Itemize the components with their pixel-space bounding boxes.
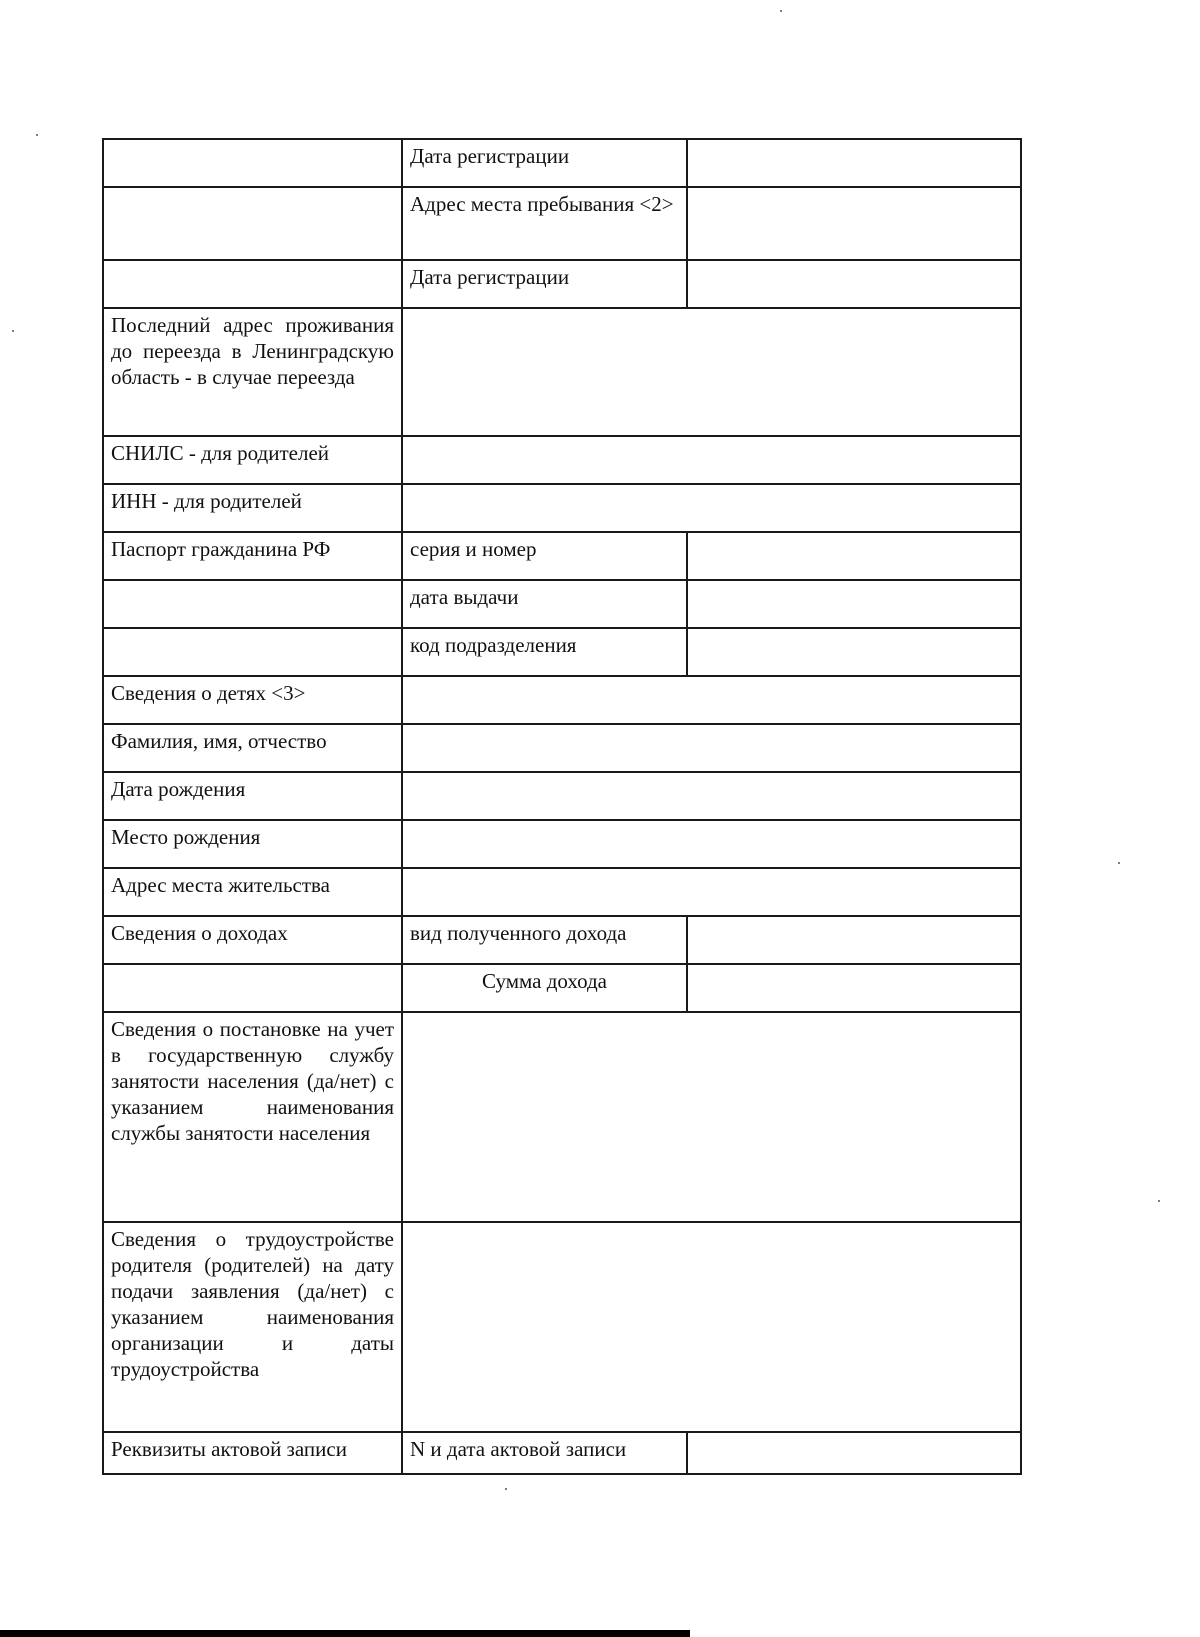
sub-label: серия и номер [402, 532, 687, 580]
row-label [103, 964, 402, 1012]
table-row [103, 916, 1021, 964]
sub-label: дата выдачи [402, 580, 687, 628]
row-label: Паспорт гражданина РФ [103, 532, 402, 580]
value-cell[interactable] [402, 436, 1021, 484]
row-label: Сведения о детях <3> [103, 676, 402, 724]
row-label: СНИЛС - для родителей [103, 436, 402, 484]
value-cell[interactable] [402, 676, 1021, 724]
value-cell[interactable] [687, 628, 1021, 676]
row-label [103, 139, 402, 187]
row-label: Сведения о постановке на учет в государственную службу занятости населения (да/нет) с указанием наименования службы занятости населения [103, 1012, 402, 1222]
table-row [103, 532, 1021, 580]
value-cell[interactable] [402, 308, 1021, 436]
table-row [103, 820, 1021, 868]
table-row [103, 436, 1021, 484]
value-cell[interactable] [402, 868, 1021, 916]
row-label [103, 628, 402, 676]
sub-label: Дата регистрации [402, 260, 687, 308]
row-label: Сведения о трудоустройстве родителя (родителей) на дату подачи заявления (да/нет) с указанием наименования организации и даты трудоустройства [103, 1222, 402, 1432]
row-label: Адрес места жительства [103, 868, 402, 916]
table-row [103, 964, 1021, 1012]
scan-speck [780, 10, 782, 12]
applicant-form-table [102, 138, 1022, 1475]
scan-speck [36, 134, 38, 136]
sub-label: Дата регистрации [402, 139, 687, 187]
value-cell[interactable] [687, 916, 1021, 964]
table-row [103, 484, 1021, 532]
row-label [103, 580, 402, 628]
row-label: Фамилия, имя, отчество [103, 724, 402, 772]
sub-label: Адрес места пребывания <2> [402, 187, 687, 260]
sub-label: Сумма дохода [402, 964, 687, 1012]
sub-label: вид полученного дохода [402, 916, 687, 964]
table-row [103, 1432, 1021, 1474]
table-row [103, 1012, 1021, 1222]
table-row [103, 308, 1021, 436]
scan-speck [505, 1488, 507, 1490]
value-cell[interactable] [402, 724, 1021, 772]
table-row [103, 580, 1021, 628]
value-cell[interactable] [402, 772, 1021, 820]
row-label: Сведения о доходах [103, 916, 402, 964]
value-cell[interactable] [687, 580, 1021, 628]
table-row [103, 628, 1021, 676]
value-cell[interactable] [402, 1012, 1021, 1222]
value-cell[interactable] [687, 1432, 1021, 1474]
value-cell[interactable] [687, 532, 1021, 580]
value-cell[interactable] [402, 820, 1021, 868]
table-row [103, 772, 1021, 820]
scan-edge-bar [0, 1630, 690, 1637]
sub-label: N и дата актовой записи [402, 1432, 687, 1474]
value-cell[interactable] [402, 484, 1021, 532]
table-row [103, 260, 1021, 308]
row-label: Дата рождения [103, 772, 402, 820]
row-label: ИНН - для родителей [103, 484, 402, 532]
row-label [103, 187, 402, 260]
value-cell[interactable] [687, 964, 1021, 1012]
row-label [103, 260, 402, 308]
sub-label: код подразделения [402, 628, 687, 676]
row-label: Реквизиты актовой записи [103, 1432, 402, 1474]
table-row [103, 676, 1021, 724]
table-row [103, 1222, 1021, 1432]
scan-speck [12, 330, 14, 332]
value-cell[interactable] [402, 1222, 1021, 1432]
table-row [103, 724, 1021, 772]
row-label: Место рождения [103, 820, 402, 868]
value-cell[interactable] [687, 260, 1021, 308]
table-row [103, 868, 1021, 916]
scan-speck [1118, 862, 1120, 864]
scan-speck [1158, 1200, 1160, 1202]
table-row [103, 139, 1021, 187]
value-cell[interactable] [687, 187, 1021, 260]
table-row [103, 187, 1021, 260]
row-label: Последний адрес проживания до переезда в Ленинградскую область - в случае переезда [103, 308, 402, 436]
value-cell[interactable] [687, 139, 1021, 187]
